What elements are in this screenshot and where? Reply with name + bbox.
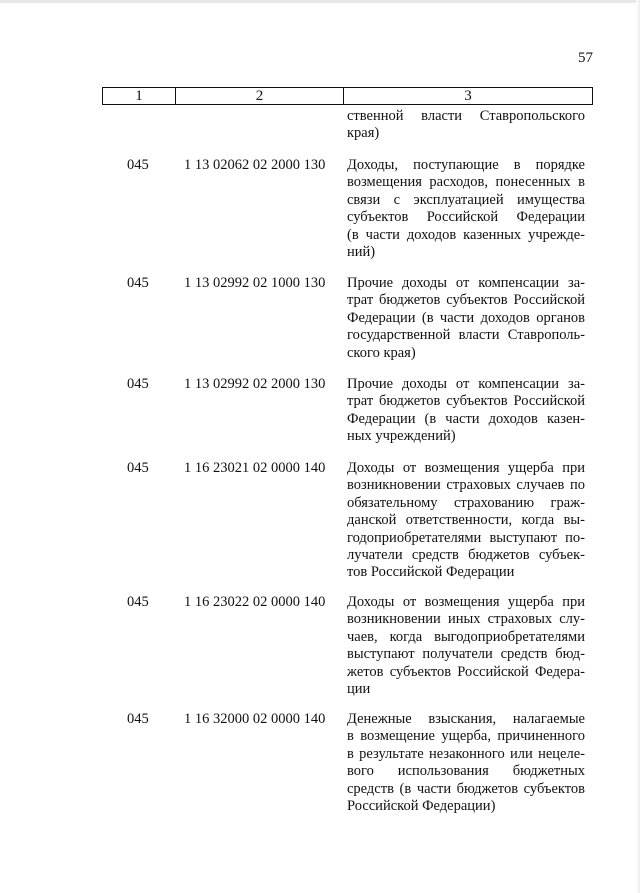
row-admin-code: 045: [127, 460, 149, 476]
header-col-1: 1: [103, 88, 176, 104]
desc-line: Доходы, поступающие в порядке: [347, 157, 585, 173]
desc-line: Федерации (в части доходов органов: [347, 309, 585, 326]
scan-right-edge: [636, 0, 640, 893]
desc-line: Денежные взыскания, налагаемые: [347, 711, 585, 727]
desc-line: возникновении иных страховых слу-: [347, 611, 585, 628]
desc-line: Федерации (в части доходов казен-: [347, 410, 585, 427]
desc-line: Доходы от возмещения ущерба при: [347, 594, 585, 610]
desc-line: ний): [347, 244, 376, 261]
header-col-3: 3: [464, 88, 472, 104]
row-description: [347, 376, 585, 446]
row-admin-code: 045: [127, 157, 149, 173]
desc-line: тов Российской Федерации: [347, 564, 515, 581]
desc-line: края): [347, 125, 380, 142]
row-budget-code: 1 16 23022 02 0000 140: [184, 594, 326, 610]
row-description: [347, 594, 585, 698]
desc-line: трат бюджетов субъектов Российской: [347, 292, 585, 309]
desc-line: ных учреждений): [347, 428, 456, 445]
desc-line: чаев, когда выгодоприобретателями: [347, 628, 585, 645]
desc-line: Российской Федерации): [347, 798, 496, 815]
page-number: 57: [578, 50, 593, 66]
desc-line: в возмещение ущерба, причиненного: [347, 728, 585, 745]
desc-line: в результате незаконного или нецеле-: [347, 745, 585, 762]
desc-line: ции: [347, 681, 371, 698]
row-budget-code: 1 16 23021 02 0000 140: [184, 460, 326, 476]
row-admin-code: 045: [127, 594, 149, 610]
row-description: [347, 108, 585, 143]
row-description: [347, 460, 585, 582]
row-budget-code: 1 13 02992 02 2000 130: [184, 376, 326, 392]
desc-line: Доходы от возмещения ущерба при: [347, 460, 585, 476]
desc-line: ственной власти Ставропольского: [347, 108, 585, 124]
row-description: [347, 711, 585, 815]
desc-line: Прочие доходы от компенсации за-: [347, 376, 585, 392]
row-admin-code: 045: [127, 711, 149, 727]
table-header: [102, 87, 593, 105]
desc-line: субъектов Российской Федерации: [347, 209, 585, 226]
desc-line: выступают получатели средств бюд-: [347, 646, 585, 663]
row-budget-code: 1 13 02992 02 1000 130: [184, 275, 326, 291]
row-budget-code: 1 16 32000 02 0000 140: [184, 711, 326, 727]
desc-line: Прочие доходы от компенсации за-: [347, 275, 585, 291]
desc-line: возникновении страховых случаев по: [347, 477, 585, 494]
desc-line: годоприобретателями выступают по-: [347, 529, 585, 546]
desc-line: вого использования бюджетных: [347, 763, 585, 780]
desc-line: связи с эксплуатацией имущества: [347, 191, 585, 208]
row-admin-code: 045: [127, 275, 149, 291]
row-description: [347, 157, 585, 261]
row-description: [347, 275, 585, 362]
desc-line: средств (в части бюджетов субъектов: [347, 780, 585, 797]
desc-line: государственной власти Ставрополь-: [347, 327, 585, 344]
desc-line: (в части доходов казенных учрежде-: [347, 226, 585, 243]
desc-line: ского края): [347, 344, 416, 361]
desc-line: жетов субъектов Российской Федера-: [347, 663, 585, 680]
desc-line: лучатели средств бюджетов субъек-: [347, 547, 585, 564]
header-col-2: 2: [176, 88, 344, 104]
row-admin-code: 045: [127, 376, 149, 392]
scan-top-edge: [0, 0, 640, 3]
desc-line: трат бюджетов субъектов Российской: [347, 393, 585, 410]
desc-line: возмещения расходов, понесенных в: [347, 174, 585, 191]
desc-line: данской ответственности, когда вы-: [347, 512, 585, 529]
row-budget-code: 1 13 02062 02 2000 130: [184, 157, 326, 173]
desc-line: обязательному страхованию граж-: [347, 494, 585, 511]
